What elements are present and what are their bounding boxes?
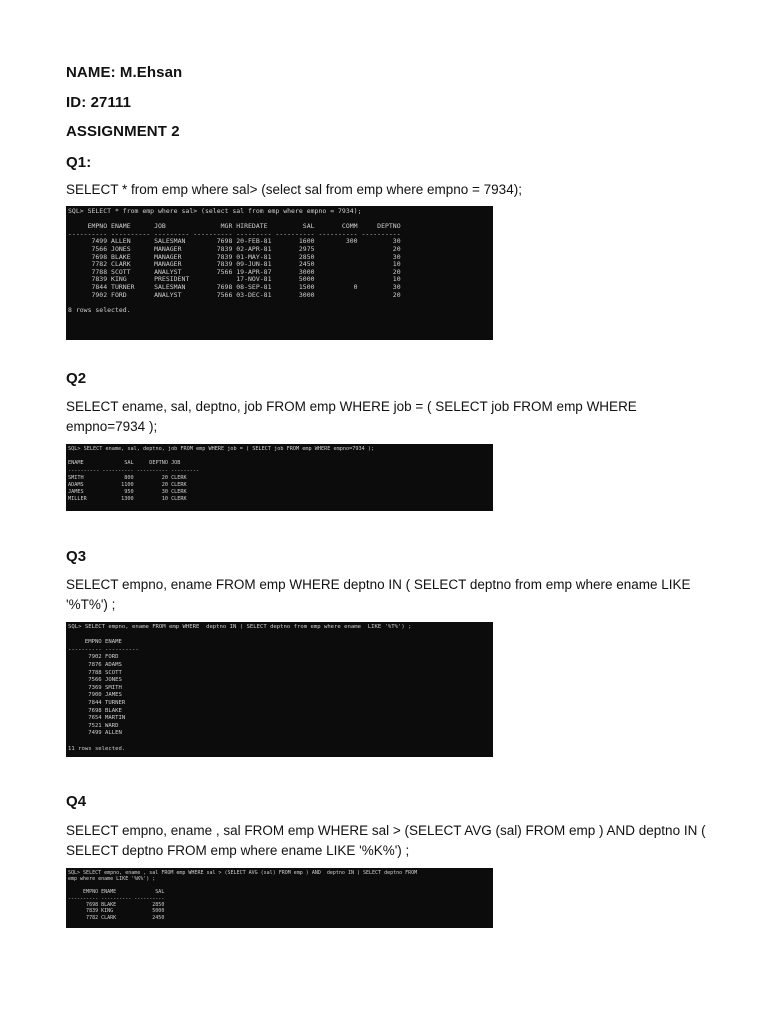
- terminal-line: 7839 KING PRESIDENT 17-NOV-81 5000 10: [68, 276, 401, 284]
- terminal-line: ---------- ----------: [68, 646, 139, 653]
- terminal-line: 7698 BLAKE: [68, 707, 122, 714]
- terminal-line: ENAME SAL DEPTNO JOB: [68, 460, 181, 467]
- terminal-line: 7499 ALLEN: [68, 730, 122, 737]
- terminal-line: SMITH 800 20 CLERK: [68, 474, 187, 481]
- sql-terminal-output-q1: [66, 206, 493, 340]
- terminal-line: 7654 MARTIN: [68, 715, 126, 722]
- question-label-q1: Q1:: [66, 154, 92, 171]
- sql-terminal-output-q2: [66, 444, 493, 511]
- terminal-line: SQL> SELECT ename, sal, deptno, job FROM emp WHERE job = ( SELECT job FROM emp WHERE empno=7934 );: [68, 446, 375, 452]
- terminal-line: 7521 WARD: [68, 722, 119, 729]
- sql-terminal-output-q4: [66, 868, 493, 928]
- terminal-line: 7900 JAMES: [68, 692, 122, 699]
- terminal-line: ---------- ---------- ----------: [68, 895, 165, 902]
- terminal-line: ---------- ---------- --------- ---------- --------- ---------- ---------- ----------: [68, 230, 401, 238]
- terminal-line: ADAMS 1100 20 CLERK: [68, 482, 187, 489]
- terminal-line: 7788 SCOTT ANALYST 7566 19-APR-87 3000 20: [68, 268, 401, 276]
- terminal-line: 7369 SMITH: [68, 684, 122, 691]
- terminal-line: 7782 CLARK 2450: [68, 914, 165, 921]
- terminal-line: MILLER 1300 10 CLERK: [68, 496, 187, 503]
- terminal-line: SQL> SELECT empno, ename FROM emp WHERE deptno IN ( SELECT deptno from emp where ename LIKE '%T%') ;: [68, 624, 412, 630]
- question-label-q2: Q2: [66, 370, 87, 387]
- terminal-line: [68, 216, 491, 224]
- student-id: ID: 27111: [66, 94, 132, 111]
- terminal-line: 7698 BLAKE MANAGER 7839 01-MAY-81 2850 30: [68, 253, 401, 261]
- terminal-line: 7839 KING 5000: [68, 908, 165, 915]
- terminal-line: EMPNO ENAME SAL: [68, 889, 165, 896]
- terminal-line: 7698 BLAKE 2850: [68, 902, 165, 909]
- terminal-line: 7902 FORD ANALYST 7566 03-DEC-81 3000 20: [68, 291, 401, 299]
- terminal-line: [68, 632, 491, 640]
- question-query-q3: SELECT empno, ename FROM emp WHERE deptno IN ( SELECT deptno from emp where ename LIKE '%T%') ;: [66, 577, 691, 612]
- terminal-line: JAMES 950 30 CLERK: [68, 489, 187, 496]
- student-name: NAME: M.Ehsan: [66, 64, 183, 81]
- question-label-q3: Q3: [66, 548, 87, 565]
- assignment-title: ASSIGNMENT 2: [66, 123, 180, 140]
- terminal-line: 7566 JONES: [68, 677, 122, 684]
- terminal-line: 7499 ALLEN SALESMAN 7698 20-FEB-81 1600 300 30: [68, 238, 401, 246]
- question-query-q1: SELECT * from emp where sal> (select sal from emp where empno = 7934);: [66, 182, 522, 197]
- terminal-line: 7844 TURNER: [68, 699, 126, 706]
- terminal-line: 8 rows selected.: [68, 306, 131, 314]
- terminal-line: SQL> SELECT * from emp where sal> (select sal from emp where empno = 7934);: [68, 208, 362, 215]
- question-query-q4: SELECT empno, ename , sal FROM emp WHERE sal > (SELECT AVG (sal) FROM emp ) AND deptno IN ( SELECT deptno FROM emp where ename LIKE '%K%') ;: [66, 823, 706, 858]
- terminal-line: 7782 CLARK MANAGER 7839 09-JUN-81 2450 10: [68, 261, 401, 269]
- terminal-line: 7876 ADAMS: [68, 661, 122, 668]
- terminal-line: [68, 299, 491, 307]
- terminal-line: 7788 SCOTT: [68, 669, 122, 676]
- terminal-line: [68, 453, 491, 460]
- terminal-line: ---------- ---------- ---------- ---------: [68, 467, 200, 474]
- terminal-line: [68, 738, 491, 746]
- question-query-q2: SELECT ename, sal, deptno, job FROM emp WHERE job = ( SELECT job FROM emp WHERE empno=7934 );: [66, 399, 637, 434]
- terminal-line: 11 rows selected.: [68, 745, 126, 752]
- terminal-line: 7844 TURNER SALESMAN 7698 08-SEP-81 1500 0 30: [68, 283, 401, 291]
- sql-terminal-output-q3: [66, 622, 493, 757]
- terminal-line: EMPNO ENAME JOB MGR HIREDATE SAL COMM DEPTNO: [68, 223, 401, 231]
- terminal-line: 7566 JONES MANAGER 7839 02-APR-81 2975 20: [68, 245, 401, 253]
- terminal-line: emp where ename LIKE '%K%') ;: [68, 876, 156, 883]
- terminal-line: SQL> SELECT empno, ename , sal FROM emp WHERE sal > (SELECT AVG (sal) FROM emp ) AND deptno IN ( SELECT deptno FROM: [68, 870, 418, 876]
- terminal-line: 7902 FORD: [68, 654, 119, 661]
- question-label-q4: Q4: [66, 793, 87, 810]
- terminal-line: EMPNO ENAME: [68, 639, 122, 646]
